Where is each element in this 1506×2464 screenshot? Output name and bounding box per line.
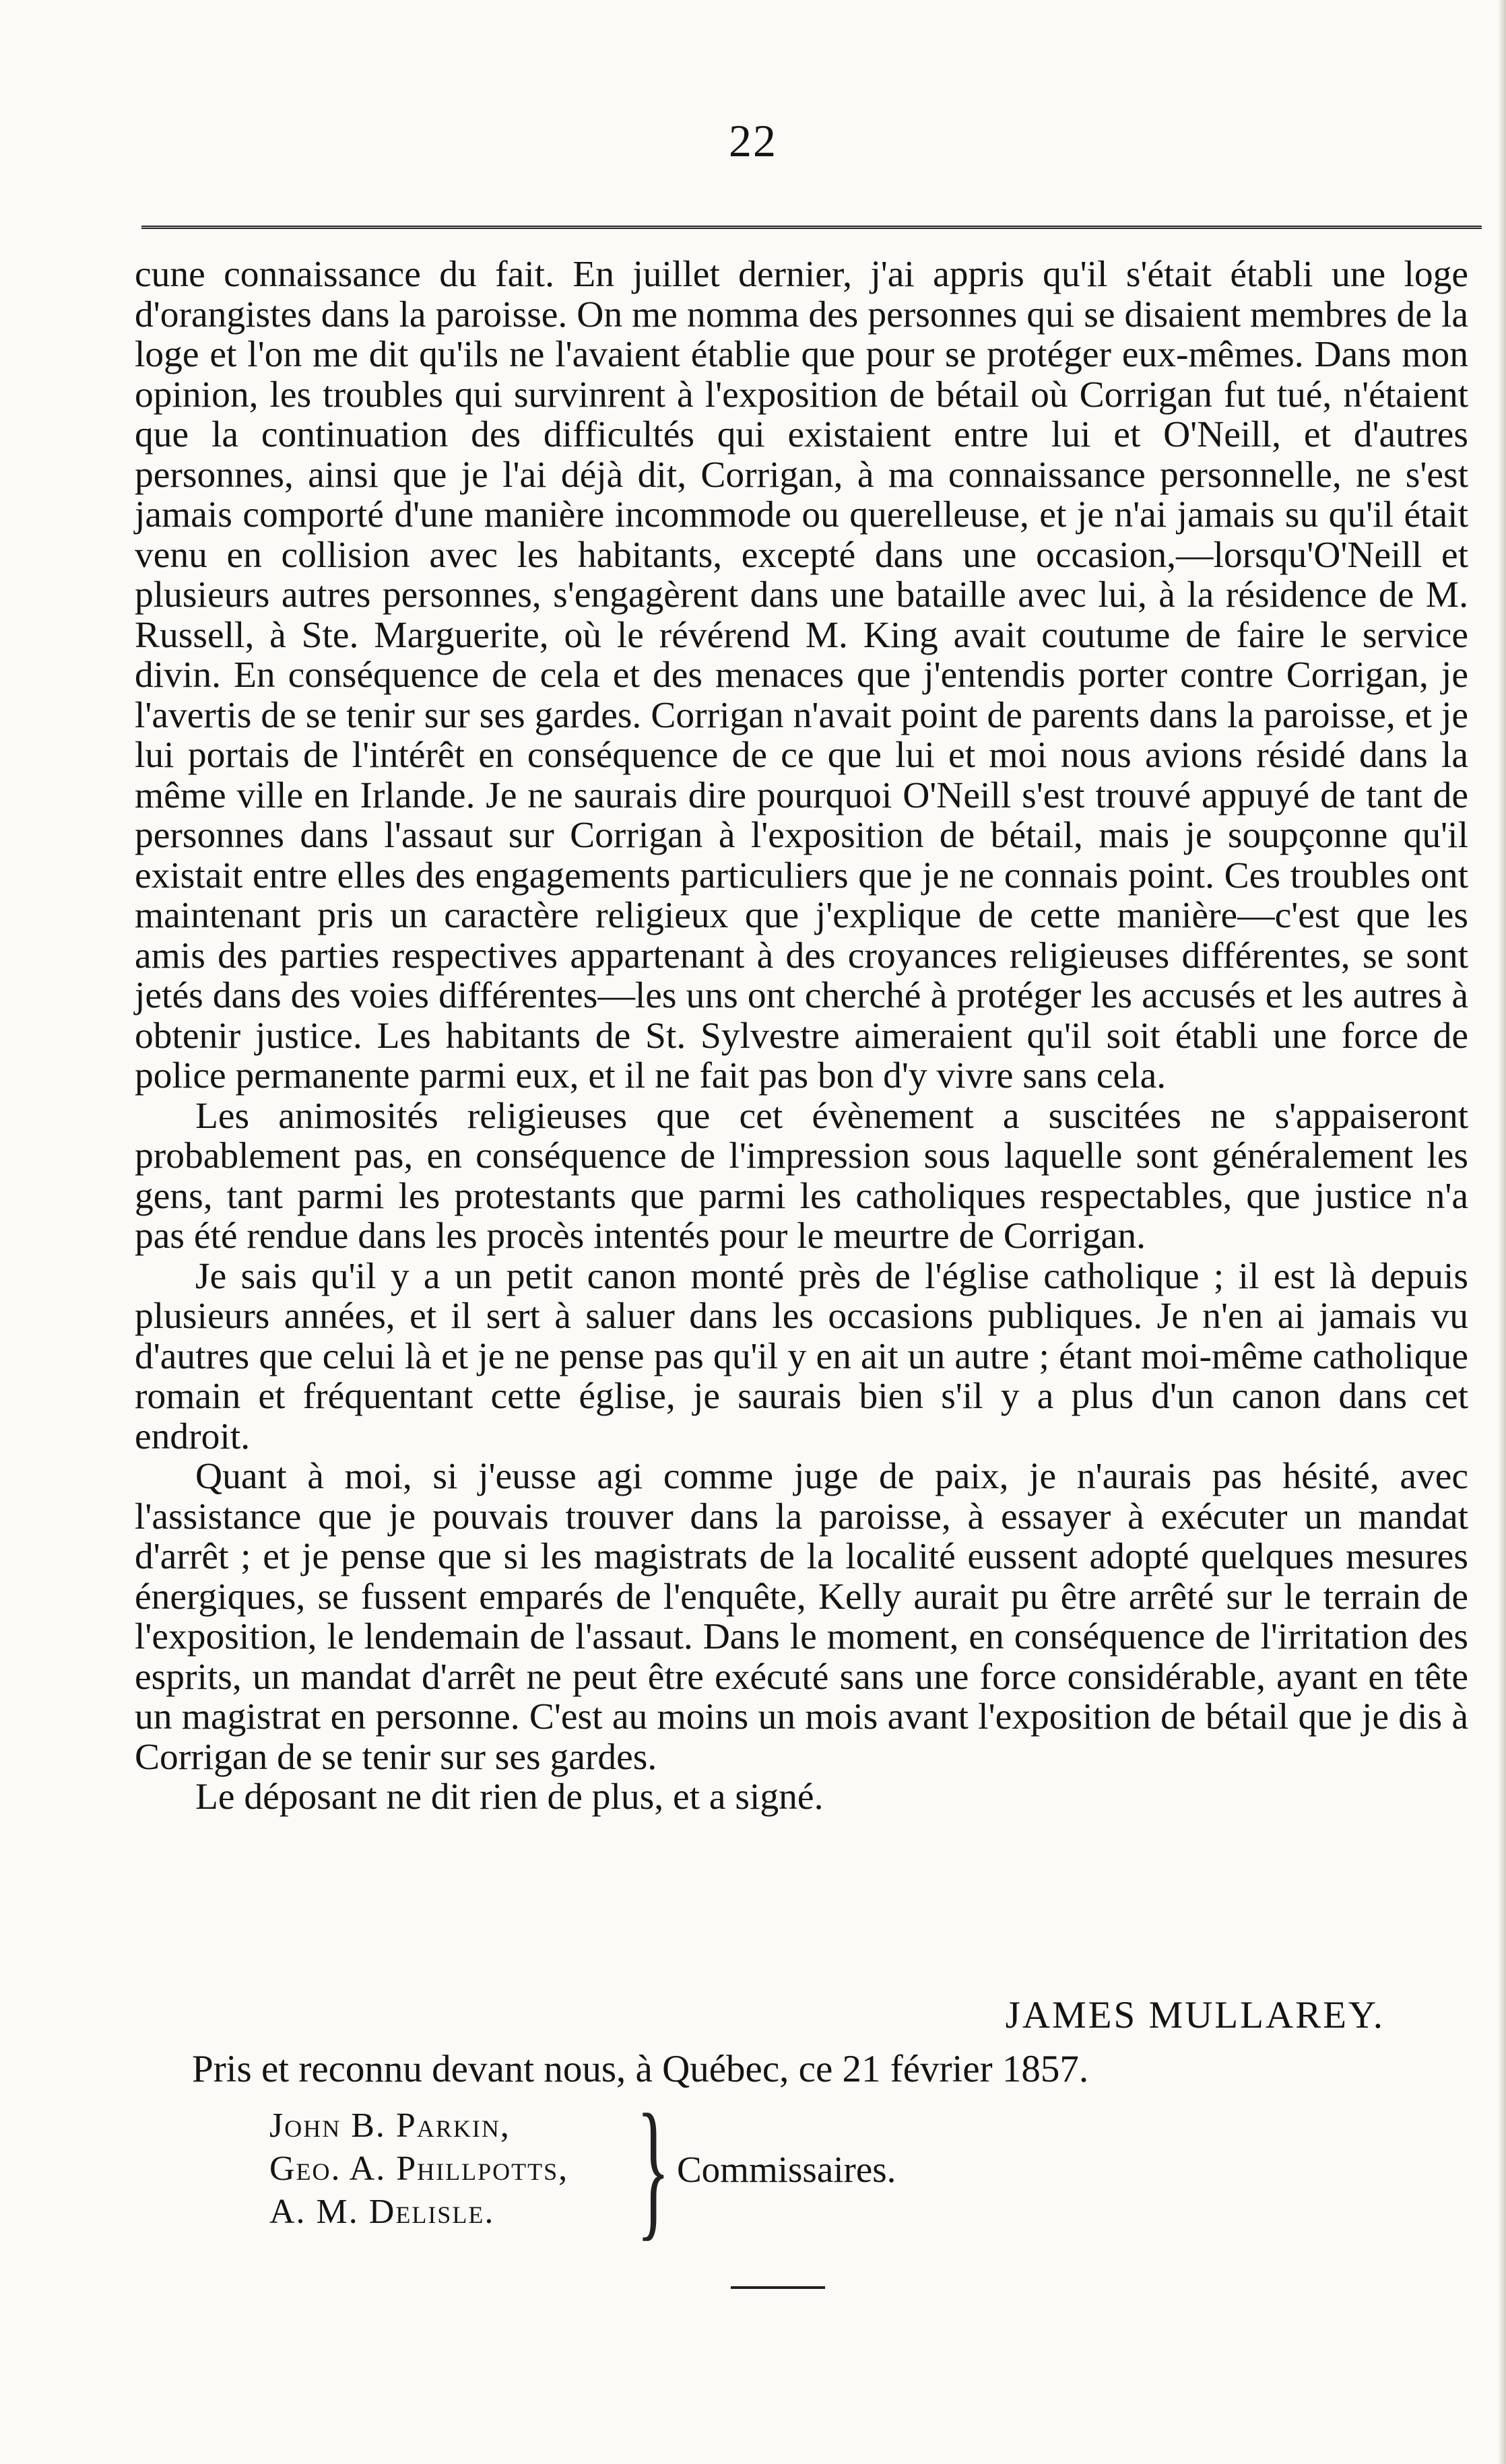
paragraph-testimony: cune connaissance du fait. En juillet dernier, j'ai appris qu'il s'était établi une loge d'orangistes dans la paroisse. On me nomma des personnes qui se disaient membres de la loge et l'on me dit qu'ils ne l'avaient établie que pour se protéger eux-mêmes. Dans mon opinion, les troubles qui survinrent à l'exposition de bétail où Corrigan fut tué, n'étaient que la continuation des difficultés qui existaient entre lui et O'Neill, et d'autres personnes, ainsi que je l'ai déjà dit, Corrigan, à ma connaissance personnelle, ne s'est jamais comporté d'une manière incommode ou querelleuse, et je n'ai jamais su qu'il était venu en collision avec les habitants, excepté dans une occasion,—lorsqu'O'Neill et plusieurs autres personnes, s'engagèrent dans une bataille avec lui, à la résidence de M. Russell, à Ste. Marguerite, où le révérend M. King avait coutume de faire le service divin. En conséquence de cela et des menaces que j'entendis porter contre Corrigan, je l'avertis de se tenir sur ses gardes. Corrigan n'avait point de parents dans la paroisse, et je lui portais de l'intérêt en conséquence de ce que lui et moi nous avions résidé dans la même ville en Irlande. Je ne saurais dire pourquoi O'Neill s'est trouvé appuyé de tant de personnes dans l'assaut sur Corrigan à l'exposition de bétail, mais je soupçonne qu'il existait entre elles des engagements particuliers que je ne connais point. Ces troubles ont maintenant pris un caractère religieux que j'explique de cette manière—c'est que les amis des parties respectives appartenant à des croyances religieuses différentes, se sont jetés dans des voies différentes—les uns ont cherché à protéger les accusés et les autres à obtenir justice. Les habitants de St. Sylvestre aimeraient qu'il soit établi une force de police permanente parmi eux, et il ne fait pas bon d'y vivre sans cela. (135, 254, 1468, 1096)
commissioner-name: A. M. Delisle. (269, 2193, 495, 2231)
page-edge (1498, 0, 1506, 2464)
acknowledgment-line: Pris et reconnu devant nous, à Québec, ce 21 février 1857. (192, 2048, 1089, 2090)
commissioner-name: John B. Parkin, (269, 2106, 511, 2145)
paragraph-justice-of-peace: Quant à moi, si j'eusse agi comme juge de paix, je n'aurais pas hésité, avec l'assistance que je pouvais trouver dans la paroisse, à essayer à exécuter un mandat d'arrêt ; et je pense que si les magistrats de la localité eussent adopté quelques mesures énergiques, se fussent emparés de l'enquête, Kelly aurait pu être arrêté sur le terrain de l'exposition, le lendemain de l'assaut. Dans le moment, en conséquence de l'irritation des esprits, un mandat d'arrêt ne peut être exécuté sans une force considérable, ayant en tête un magistrat en personne. C'est au moins un mois avant l'exposition de bétail que je dis à Corrigan de se tenir sur ses gardes. (135, 1456, 1468, 1778)
paragraph-animosities: Les animosités religieuses que cet évènement a suscitées ne s'appaiseront probablement pas, en conséquence de l'impression sous laquelle sont généralement les gens, tant parmi les protestants que parmi les catholiques respectables, que justice n'a pas été rendue dans les procès intentés pour le meurtre de Corrigan. (135, 1095, 1468, 1257)
paragraph-canon: Je sais qu'il y a un petit canon monté près de l'église catholique ; il est là depuis plusieurs années, et il sert à saluer dans les occasions publiques. Je n'en ai jamais vu d'autres que celui là et je ne pense pas qu'il y en ait un autre ; étant moi-même catholique romain et fréquentant cette église, je saurais bien s'il y a plus d'un canon dans cet endroit. (135, 1255, 1468, 1457)
brace-glyph: } (636, 2082, 670, 2254)
header-rule (141, 226, 1482, 229)
body-text (135, 255, 1468, 1818)
commissioner-name: Geo. A. Phillpotts, (269, 2150, 569, 2188)
commissioner-names (269, 2104, 568, 2234)
deponent-signature: JAMES MULLAREY. (1005, 1994, 1385, 2036)
paragraph-closing: Le déposant ne dit rien de plus, et a signé. (195, 1776, 824, 1818)
commissioners-label: Commissaires. (677, 2149, 896, 2190)
page-number: 22 (729, 115, 777, 166)
end-rule (731, 2286, 825, 2289)
